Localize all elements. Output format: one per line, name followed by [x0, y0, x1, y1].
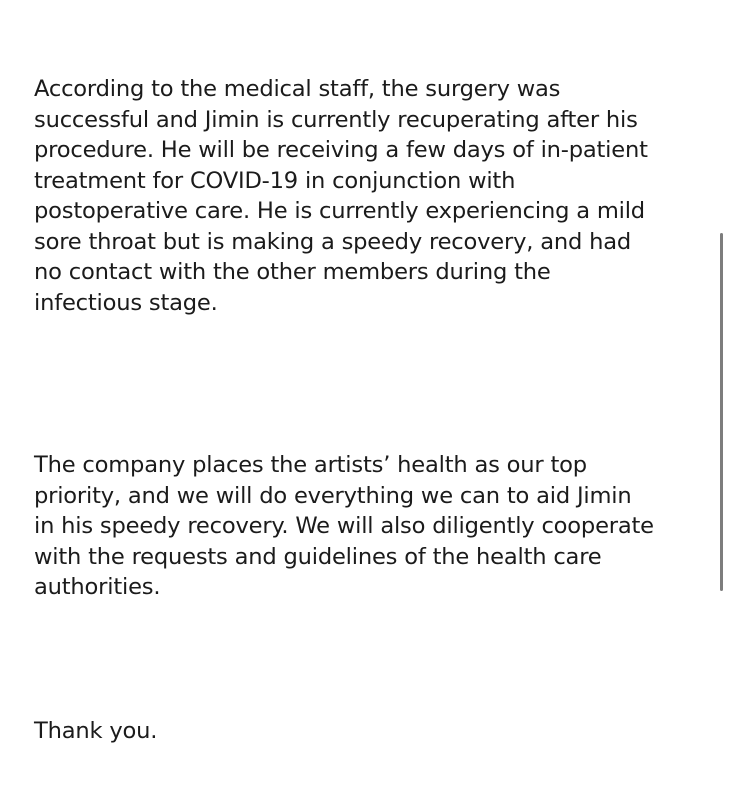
paragraph-medical-update: [34, 74, 648, 318]
text-line: infectious stage.: [34, 289, 218, 316]
text-line: authorities.: [34, 574, 161, 600]
text-line: According to the medical staff, the surgery was: [34, 76, 561, 102]
text-line: no contact with the other members during the: [34, 259, 551, 285]
text-line: with the requests and guidelines of the health care: [34, 543, 602, 570]
paragraph-company-priority: [34, 450, 654, 603]
text-line: treatment for COVID-19 in conjunction with: [34, 167, 516, 194]
text-line: in his speedy recovery. We will also diligently cooperate: [34, 513, 654, 539]
text-line: successful and Jimin is currently recuperating after his: [34, 106, 638, 133]
vertical-scrollbar[interactable]: [720, 233, 723, 591]
paragraph-closing: [34, 716, 157, 747]
text-line: Thank you.: [34, 718, 158, 744]
text-line: The company places the artists’ health as our top: [34, 452, 587, 478]
text-line: sore throat but is making a speedy recovery, and had: [34, 228, 632, 255]
text-line: postoperative care. He is currently experiencing a mild: [34, 198, 645, 224]
text-line: priority, and we will do everything we can to aid Jimin: [34, 482, 632, 509]
text-line: procedure. He will be receiving a few days of in-patient: [34, 137, 648, 163]
